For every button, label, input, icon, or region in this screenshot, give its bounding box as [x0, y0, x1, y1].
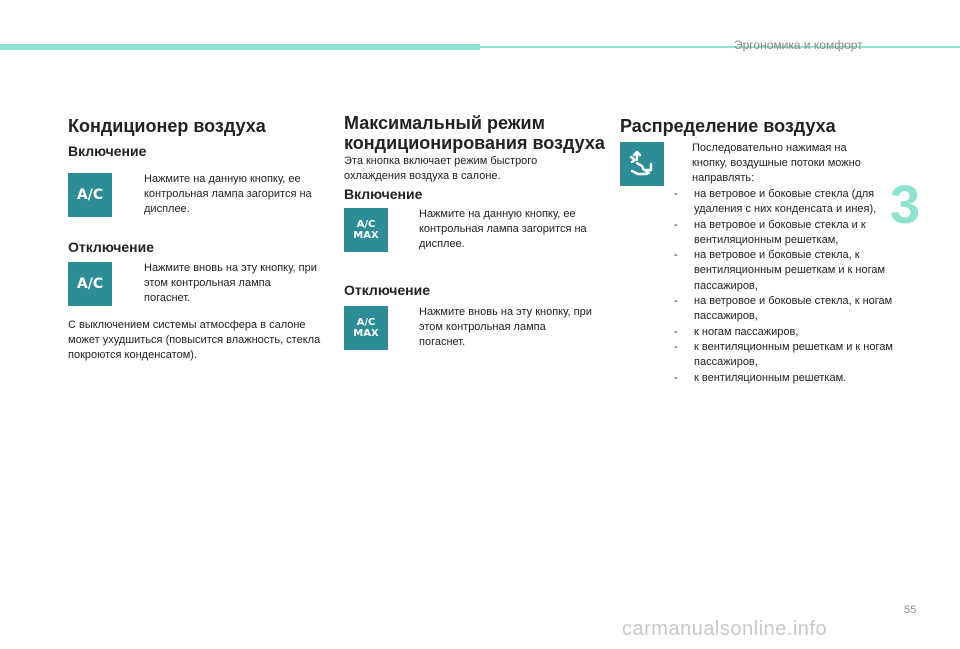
page-number: 55: [904, 604, 917, 616]
list-item: [674, 371, 894, 386]
acmax-on-button-line1: A/C: [356, 219, 376, 230]
acmax-title-line1: Максимальный режим: [344, 113, 545, 133]
list-item: [674, 325, 894, 340]
watermark: carmanualsonline.info: [622, 618, 828, 640]
acmax-on-button-line2: MAX: [353, 230, 379, 241]
header-accent-line: [480, 46, 960, 48]
list-item-text: к вентиляционным решеткам и к ногам пассажиров,: [694, 340, 893, 369]
chapter-number: 3: [890, 175, 921, 235]
dash-marker: -: [674, 218, 678, 231]
acmax-off-button-line2: MAX: [353, 328, 379, 339]
list-item: [674, 218, 894, 249]
finger-pointer-icon: [128, 172, 144, 217]
ac-on-button[interactable]: A/C: [68, 173, 112, 217]
distribution-title: Распределение воздуха: [620, 116, 836, 136]
distribution-options-list: [674, 187, 894, 386]
ac-on-instruction: [128, 172, 318, 217]
dash-marker: -: [674, 340, 678, 353]
acmax-title-line2: кондиционирования воздуха: [344, 133, 605, 153]
finger-pointer-icon: [128, 261, 144, 306]
list-item-text: к вентиляционным решеткам.: [694, 371, 847, 384]
list-item-text: на ветровое и боковые стекла, к вентиляционным решеткам и к ногам пассажиров,: [694, 249, 886, 292]
distribution-instruction: [676, 141, 876, 186]
dash-marker: -: [674, 371, 678, 384]
list-item-text: на ветровое и боковые стекла и к вентиляционным решеткам,: [694, 218, 866, 246]
ac-off-instruction: [128, 261, 318, 306]
acmax-on-heading: Включение: [344, 186, 423, 202]
finger-pointer-icon: [403, 207, 419, 252]
list-item-text: к ногам пассажиров,: [694, 325, 799, 338]
list-item: [674, 294, 894, 325]
acmax-off-text: Нажмите вновь на эту кнопку, при этом контрольная лампа погаснет.: [419, 306, 592, 348]
ac-off-heading: Отключение: [68, 239, 155, 255]
acmax-intro: Эта кнопка включает режим быстрого охлаждения воздуха в салоне.: [344, 155, 538, 182]
ac-note: С выключением системы атмосфера в салоне может ухудшиться (повысится влажность, стекла покроются конденсатом).: [68, 319, 321, 361]
dash-marker: -: [674, 325, 678, 338]
list-item: [674, 248, 894, 294]
finger-pointer-icon: [403, 305, 419, 350]
dash-marker: -: [674, 249, 678, 262]
air-distribution-button[interactable]: [620, 142, 664, 186]
header-accent-bar: [0, 44, 480, 50]
acmax-off-instruction: [403, 305, 593, 350]
list-item: [674, 340, 894, 371]
ac-off-button[interactable]: A/C: [68, 262, 112, 306]
air-distribution-icon: [625, 147, 659, 181]
acmax-on-instruction: [403, 207, 593, 252]
list-item-text: на ветровое и боковые стекла (для удаления с них конденсата и инея),: [694, 188, 877, 216]
finger-pointer-icon: [676, 141, 692, 186]
acmax-on-button[interactable]: [344, 208, 388, 252]
acmax-off-heading: Отключение: [344, 282, 431, 298]
dash-marker: -: [674, 188, 678, 200]
ac-title: Кондиционер воздуха: [68, 116, 266, 136]
list-item-text: на ветровое и боковые стекла, к ногам пассажиров,: [694, 295, 893, 323]
ac-on-text: Нажмите на данную кнопку, ее контрольная лампа загорится на дисплее.: [144, 173, 312, 215]
ac-off-text: Нажмите вновь на эту кнопку, при этом контрольная лампа погаснет.: [144, 262, 317, 304]
acmax-on-text: Нажмите на данную кнопку, ее контрольная лампа загорится на дисплее.: [419, 208, 587, 250]
acmax-off-button[interactable]: [344, 306, 388, 350]
dash-marker: -: [674, 295, 678, 308]
list-item: [674, 187, 894, 218]
acmax-off-button-line1: A/C: [356, 317, 376, 328]
ac-on-heading: Включение: [68, 143, 147, 159]
distribution-intro: Последовательно нажимая на кнопку, воздушные потоки можно направлять:: [692, 142, 861, 184]
section-title: Эргономика и комфорт: [734, 38, 863, 52]
